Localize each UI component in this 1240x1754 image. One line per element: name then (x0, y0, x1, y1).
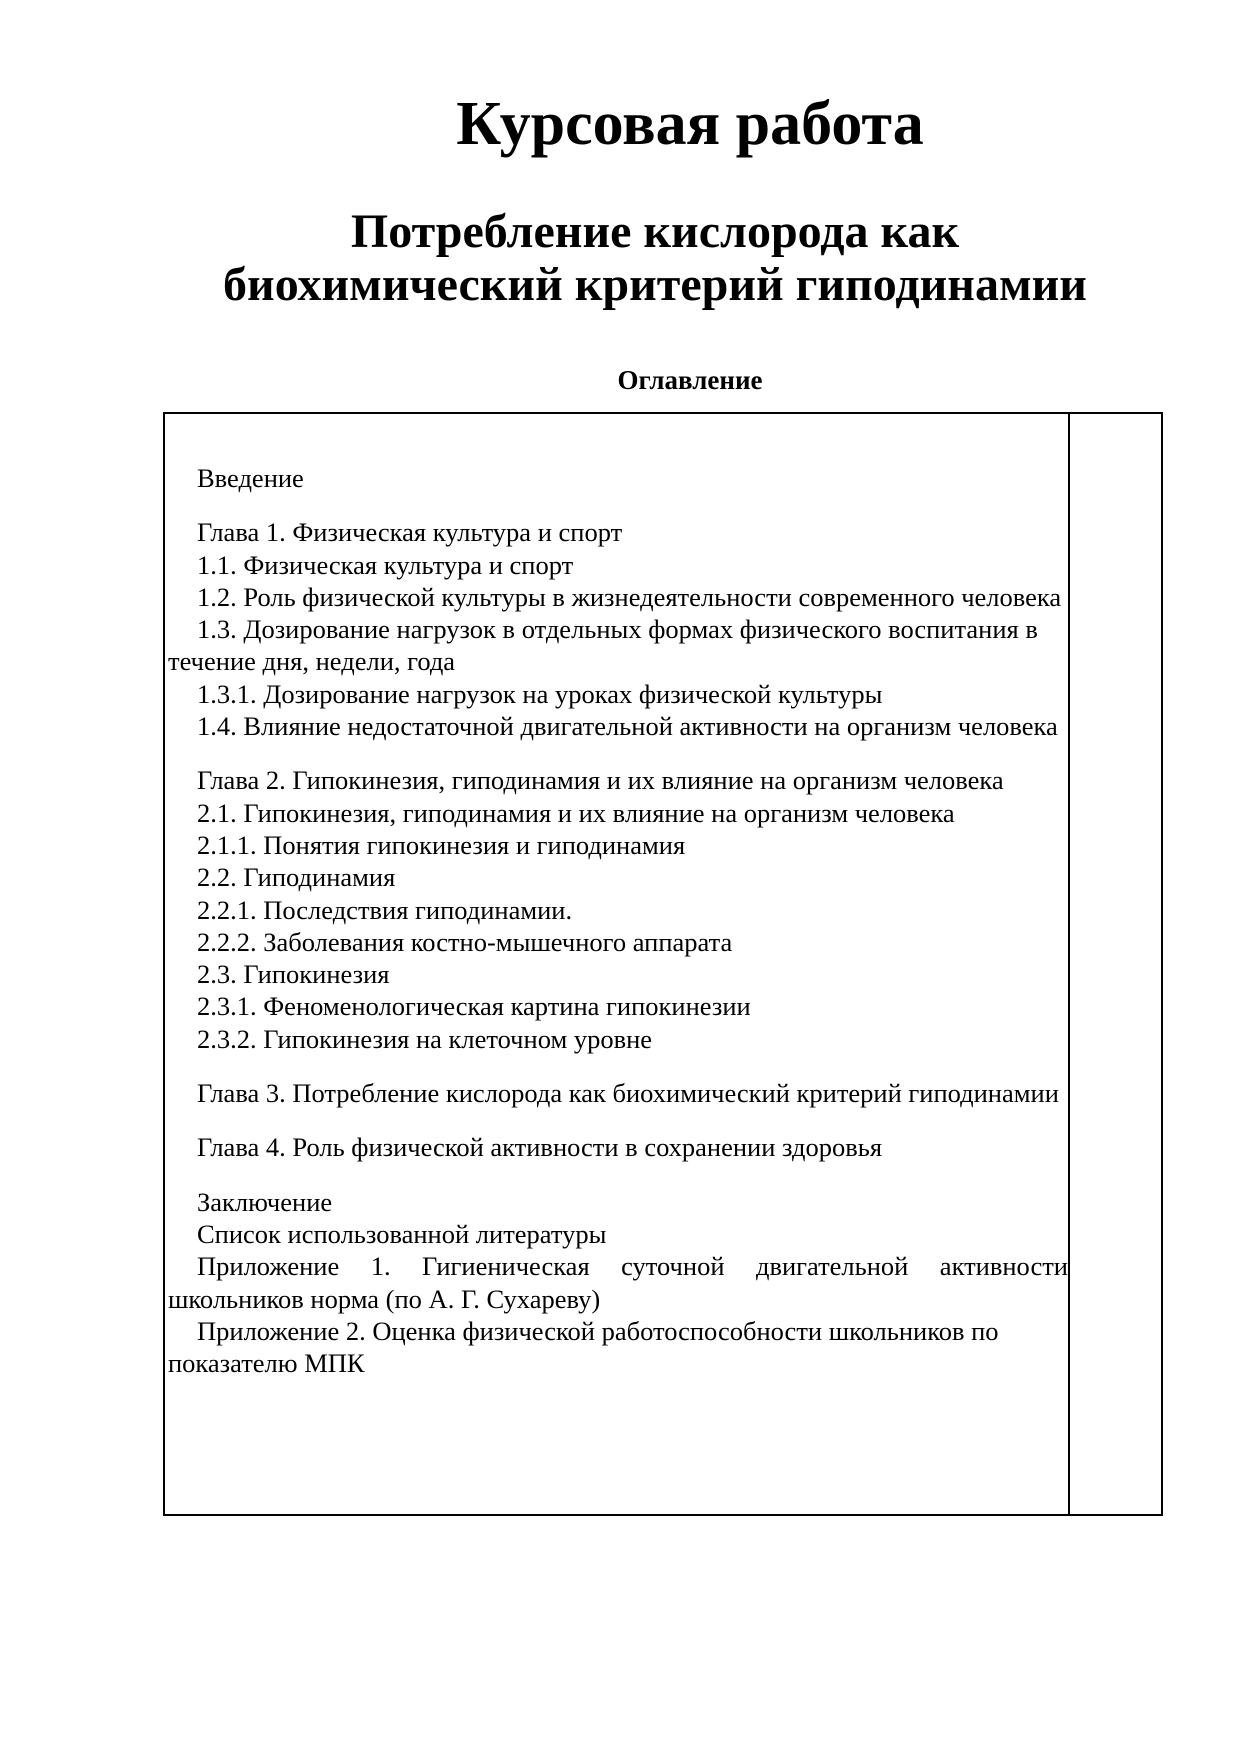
toc-entry-1-2: 1.2. Роль физической культуры в жизнедеятельности современного человека (197, 581, 1062, 612)
toc-entries (168, 462, 1068, 1379)
toc-entry-appendix-2: Приложение 2. Оценка физической работоспособности школьников по показателю МПК (168, 1315, 999, 1379)
toc-entry-1-1: 1.1. Физическая культура и спорт (197, 549, 574, 580)
subtitle-line-2: биохимический критерий гиподинамии (223, 258, 1087, 311)
document-subtitle (0, 205, 1240, 311)
toc-entry-2-1-1: 2.1.1. Понятия гипокинезия и гиподинамия (197, 829, 686, 860)
toc-entry-2-3-2: 2.3.2. Гипокинезия на клеточном уровне (197, 1023, 653, 1054)
toc-entry-2-2-1: 2.2.1. Последствия гиподинамии. (197, 894, 573, 925)
toc-entry-chapter-2: Глава 2. Гипокинезия, гиподинамия и их влияние на организм человека (197, 765, 1004, 796)
toc-heading: Оглавление (617, 365, 763, 395)
toc-column-divider (1068, 414, 1070, 1514)
toc-entry-2-3: 2.3. Гипокинезия (197, 959, 390, 990)
toc-entry-2-1: 2.1. Гипокинезия, гиподинамия и их влияние на организм человека (197, 797, 955, 828)
toc-entry-appendix-1: Приложение 1. Гигиеническая суточной двигательной активности школьников норма (по А. Г. Сухареву) (168, 1251, 1068, 1314)
toc-entry-chapter-1: Глава 1. Физическая культура и спорт (197, 517, 623, 548)
document-title: Курсовая работа (456, 90, 924, 158)
toc-entry-introduction: Введение (197, 463, 304, 493)
toc-entry-1-4: 1.4. Влияние недостаточной двигательной активности на организм человека (197, 711, 1058, 742)
toc-entry-2-3-1: 2.3.1. Феноменологическая картина гипокинезии (197, 991, 751, 1022)
toc-entry-chapter-3: Глава 3. Потребление кислорода как биохимический критерий гиподинамии (197, 1078, 1059, 1109)
toc-entry-2-2: 2.2. Гиподинамия (197, 862, 396, 893)
subtitle-line-1: Потребление кислорода как (350, 205, 960, 258)
toc-table (163, 412, 1163, 1516)
toc-entry-bibliography: Список использованной литературы (197, 1218, 607, 1249)
toc-entry-1-3: 1.3. Дозирование нагрузок в отдельных формах физического воспитания в течение дня, недели, года (168, 614, 1038, 677)
toc-entry-conclusion: Заключение (197, 1186, 333, 1217)
toc-entry-chapter-4: Глава 4. Роль физической активности в сохранении здоровья (197, 1132, 883, 1163)
toc-entry-2-2-2: 2.2.2. Заболевания костно-мышечного аппарата (197, 926, 733, 957)
toc-entry-1-3-1: 1.3.1. Дозирование нагрузок на уроках физической культуры (197, 678, 883, 709)
